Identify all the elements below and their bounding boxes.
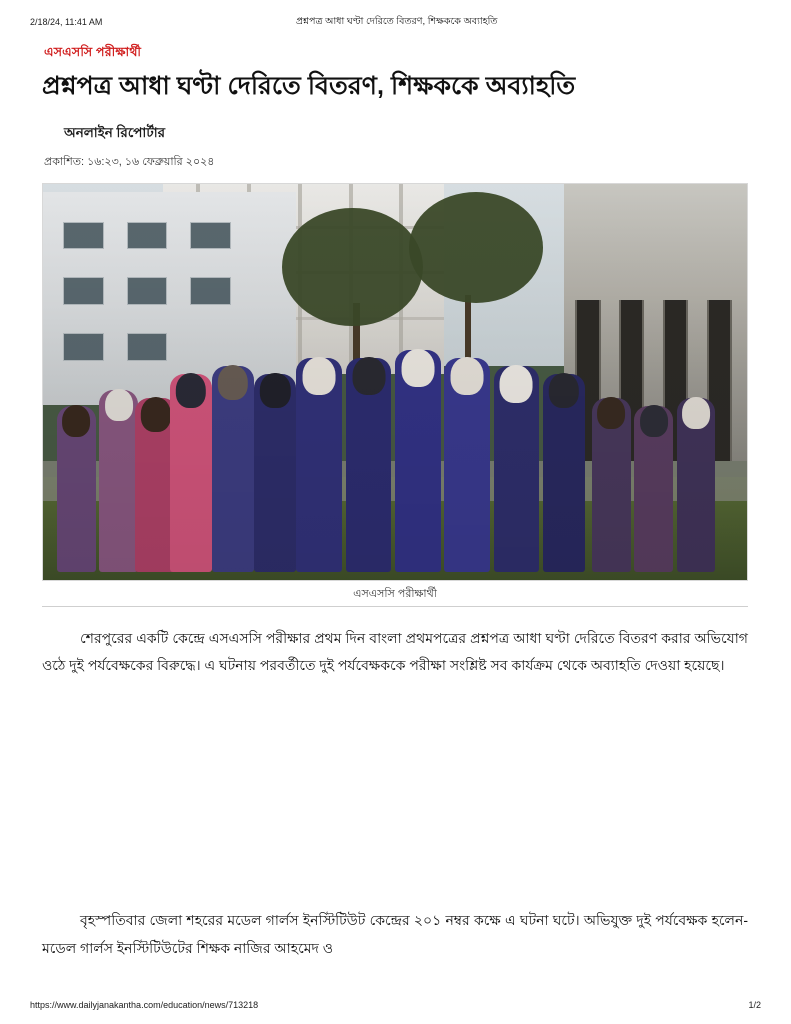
photo-person <box>395 350 441 572</box>
article-byline: অনলাইন রিপোর্টার <box>64 124 166 140</box>
photo-tree-canopy <box>282 208 423 327</box>
photo-person <box>296 358 342 572</box>
article-paragraph-gap <box>42 693 749 907</box>
article-photo <box>42 183 748 581</box>
photo-person <box>99 390 138 572</box>
article-paragraph-2: বৃহস্পতিবার জেলা শহরের মডেল গার্লস ইনস্টিটিউট কেন্দ্রের ২০১ নম্বর কক্ষে এ ঘটনা ঘটে। অভিযুক্ত দুই পর্যবেক্ষক হলেন- মডেল গার্লস ইনস্টিটিউটের শিক্ষক নাজির আহমেদ ও <box>42 912 748 956</box>
article <box>0 44 791 976</box>
source-url-link[interactable]: https://www.dailyjanakantha.com/education/news/713218 <box>30 1000 259 1010</box>
article-published-date: প্রকাশিত: ১৬:২৩, ১৬ ফেব্রুয়ারি ২০২৪ <box>44 155 215 168</box>
page-title: প্রশ্নপত্র আধা ঘণ্টা দেরিতে বিতরণ, শিক্ষককে অব্যাহতি <box>42 72 576 100</box>
photo-person <box>444 358 490 572</box>
figure-caption: এসএসসি পরীক্ষার্থী <box>42 581 748 607</box>
photo-person <box>170 374 212 572</box>
photo-person <box>254 374 296 572</box>
print-footer <box>0 1000 791 1010</box>
print-header <box>0 14 791 30</box>
photo-person <box>346 358 392 572</box>
photo-person <box>677 398 716 572</box>
photo-person <box>543 374 585 572</box>
photo-person <box>494 366 540 572</box>
article-paragraph-1: শেরপুরের একটি কেন্দ্রে এসএসসি পরীক্ষার প্রথম দিন বাংলা প্রথমপত্রের প্রশ্নপত্র আধা ঘণ্টা দেরিতে বিতরণ করার অভিযোগ ওঠে দুই পর্যবেক্ষকের বিরুদ্ধে। এ ঘটনায় পরবর্তীতে দুই পর্যবেক্ষককে পরীক্ষা সংশ্লিষ্ট সব কার্যক্রম থেকে অব্যাহতি দেওয়া হয়েছে। <box>42 629 748 674</box>
photo-person <box>57 406 96 572</box>
photo-tree-canopy-2 <box>409 192 543 303</box>
page-number: 1/2 <box>748 1000 761 1010</box>
photo-person <box>592 398 631 572</box>
photo-person <box>212 366 254 572</box>
print-timestamp: 2/18/24, 11:41 AM <box>30 17 103 27</box>
article-kicker: এসএসসি পরীক্ষার্থী <box>44 45 142 59</box>
photo-building-left <box>43 192 296 406</box>
print-document-title: প্রশ্নপত্র আধা ঘণ্টা দেরিতে বিতরণ, শিক্ষককে অব্যাহতি <box>295 15 498 27</box>
article-figure <box>42 183 748 607</box>
photo-person <box>634 406 673 572</box>
